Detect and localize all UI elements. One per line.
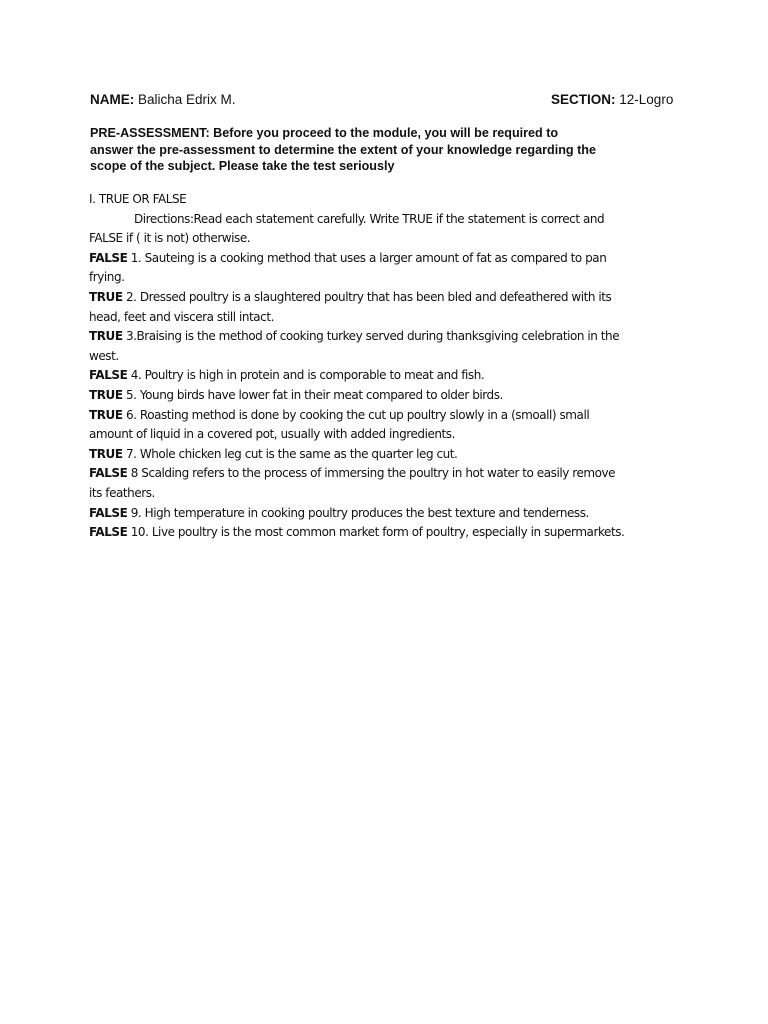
question-text: 5. Young birds have lower fat in their meat compared to older birds.: [122, 387, 503, 402]
question-item: [89, 249, 689, 288]
answer-label: TRUE: [89, 446, 123, 461]
question-text-continued: amount of liquid in a covered pot, usually with added ingredients.: [89, 427, 455, 442]
answer-label: FALSE: [89, 368, 128, 383]
section-label: SECTION:: [551, 92, 616, 107]
answer-label: FALSE: [89, 505, 128, 520]
question-text-continued: west.: [89, 348, 119, 363]
question-item: [89, 464, 689, 503]
question-item: [89, 523, 689, 543]
answer-label: TRUE: [89, 289, 123, 304]
student-info-header: [90, 92, 690, 112]
answer-label: FALSE: [89, 466, 128, 481]
answer-label: FALSE: [89, 250, 128, 265]
question-item: [89, 288, 689, 327]
question-item: [89, 366, 689, 386]
pre-assessment-instructions: [90, 125, 670, 175]
question-item: [89, 406, 689, 445]
test-body: [89, 190, 689, 543]
question-item: [89, 504, 689, 524]
question-text: 10. Live poultry is the most common market form of poultry, especially in supermarkets.: [127, 525, 625, 540]
pre-assessment-line: PRE-ASSESSMENT: Before you proceed to the module, you will be required to: [90, 126, 559, 140]
question-item: [89, 445, 689, 465]
question-text-continued: head, feet and viscera still intact.: [89, 309, 274, 324]
question-text: 6. Roasting method is done by cooking the cut up poultry slowly in a (smoall) small: [122, 407, 590, 422]
answer-label: TRUE: [89, 407, 123, 422]
name-field: [90, 92, 236, 107]
name-label: NAME:: [90, 92, 135, 107]
answer-label: TRUE: [89, 329, 123, 344]
name-value: Balicha Edrix M.: [138, 92, 236, 107]
question-text: 3.Braising is the method of cooking turkey served during thanksgiving celebration in the: [122, 329, 620, 344]
question-item: [89, 327, 689, 366]
question-text: 7. Whole chicken leg cut is the same as the quarter leg cut.: [122, 446, 458, 461]
section-title: I. TRUE OR FALSE: [89, 192, 187, 206]
directions-line: Directions:Read each statement carefully. Write TRUE if the statement is correct and: [134, 211, 605, 226]
question-text: 9. High temperature in cooking poultry produces the best texture and tenderness.: [127, 505, 589, 520]
answer-label: TRUE: [89, 387, 123, 402]
pre-assessment-line: answer the pre-assessment to determine the extent of your knowledge regarding the: [90, 142, 596, 157]
section-value: 12-Logro: [619, 92, 674, 107]
pre-assessment-line: scope of the subject. Please take the test seriously: [90, 159, 395, 173]
question-item: [89, 386, 689, 406]
question-text-continued: its feathers.: [89, 485, 155, 500]
question-text-continued: frying.: [89, 270, 125, 285]
question-text: 8 Scalding refers to the process of immersing the poultry in hot water to easily remove: [127, 466, 616, 481]
question-text: 4. Poultry is high in protein and is comporable to meat and fish.: [127, 368, 485, 383]
question-text: 2. Dressed poultry is a slaughtered poultry that has been bled and defeathered with its: [122, 289, 612, 304]
answer-label: FALSE: [89, 525, 128, 540]
section-field: [551, 92, 673, 107]
question-text: 1. Sauteing is a cooking method that uses a larger amount of fat as compared to pan: [127, 250, 607, 265]
directions-line: FALSE if ( it is not) otherwise.: [89, 231, 251, 246]
